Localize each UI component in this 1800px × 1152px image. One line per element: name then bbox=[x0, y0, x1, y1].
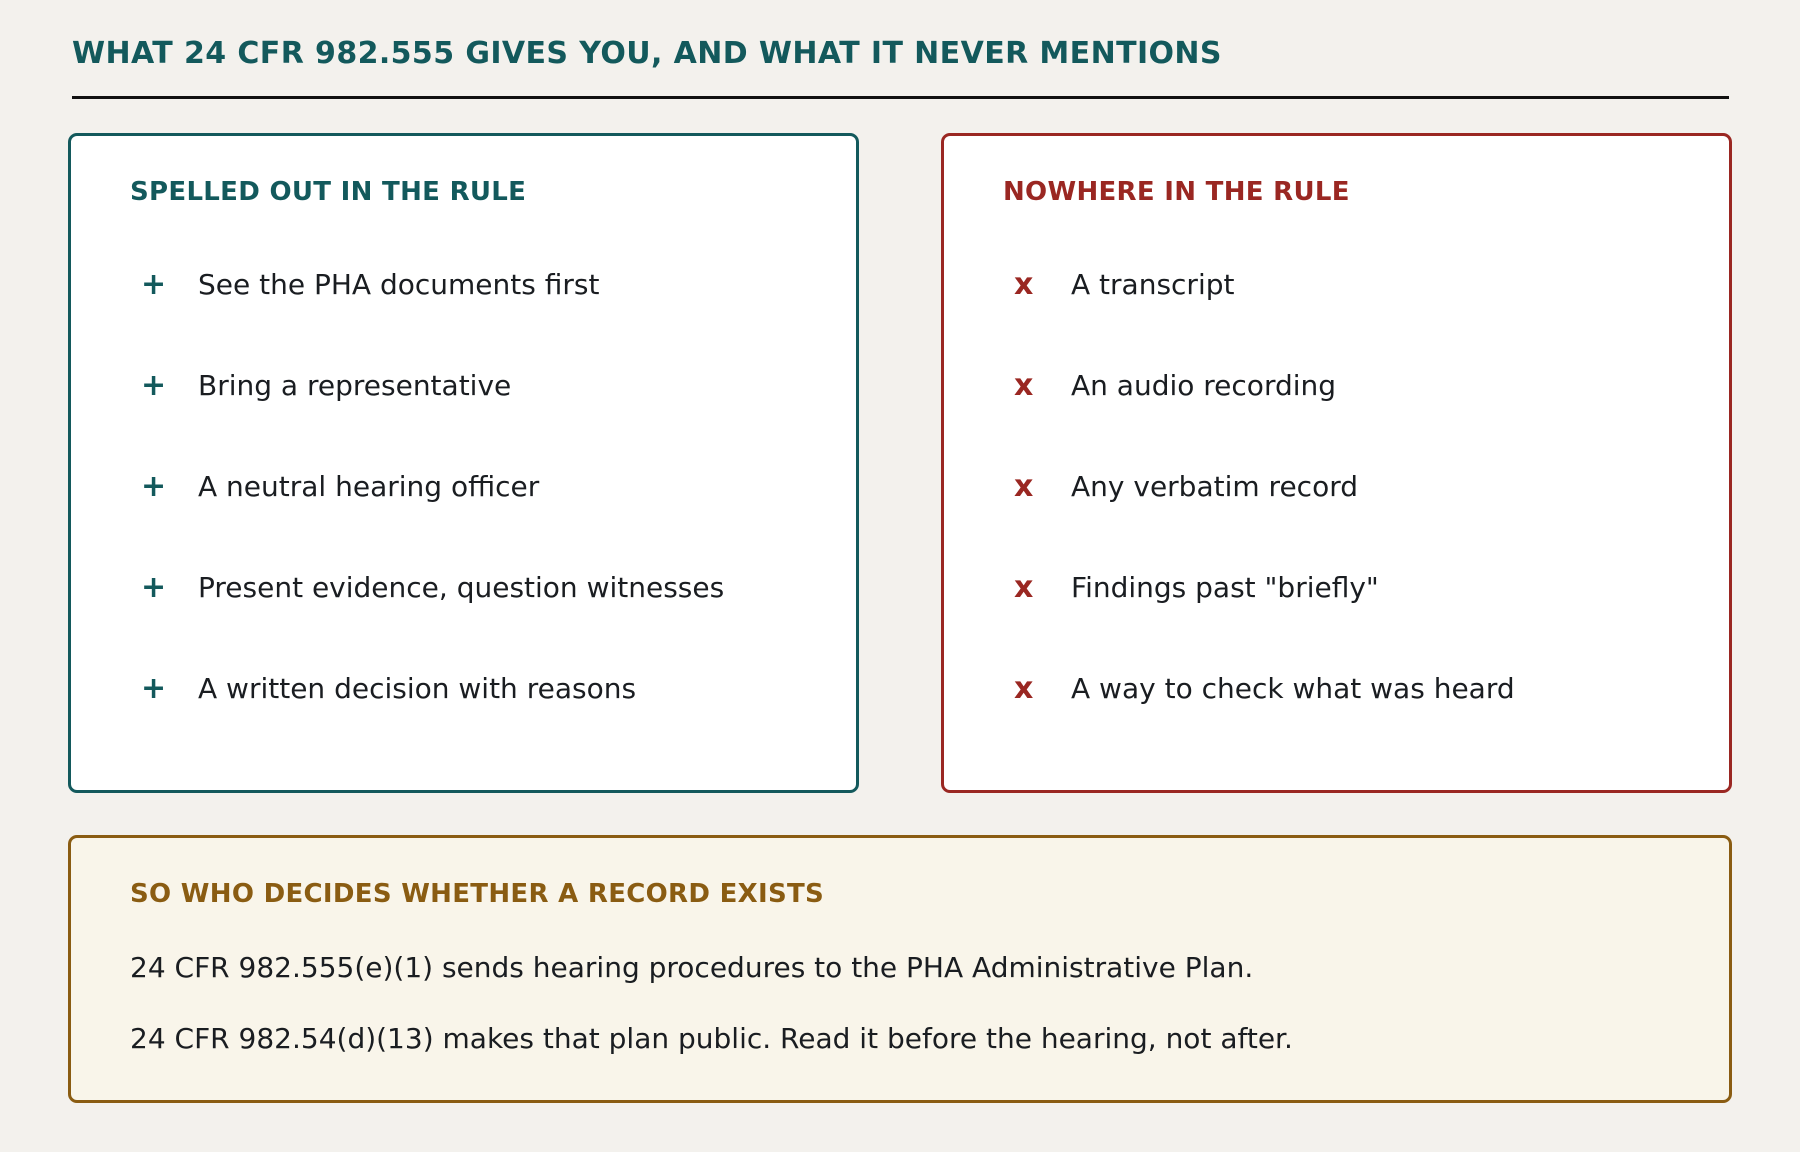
plus-icon: + bbox=[141, 267, 167, 302]
x-icon: x bbox=[1014, 267, 1034, 302]
note-line: 24 CFR 982.555(e)(1) sends hearing procedures to the PHA Administrative Plan. bbox=[130, 951, 1254, 984]
plus-icon: + bbox=[141, 671, 167, 706]
x-icon: x bbox=[1014, 570, 1034, 605]
title-divider bbox=[72, 96, 1729, 99]
note-line: 24 CFR 982.54(d)(13) makes that plan public. Read it before the hearing, not after. bbox=[130, 1022, 1293, 1055]
x-icon: x bbox=[1014, 671, 1034, 706]
missing-item bbox=[1003, 638, 1515, 739]
note-heading: SO WHO DECIDES WHETHER A RECORD EXISTS bbox=[130, 879, 825, 909]
missing-item-text: A transcript bbox=[1071, 268, 1235, 301]
missing-item-text: An audio recording bbox=[1071, 369, 1337, 402]
missing-item bbox=[1003, 436, 1515, 537]
missing-item-text: Any verbatim record bbox=[1071, 470, 1358, 503]
missing-heading: NOWHERE IN THE RULE bbox=[1003, 177, 1350, 207]
x-icon: x bbox=[1014, 368, 1034, 403]
included-item-text: Bring a representative bbox=[198, 369, 512, 402]
missing-item-text: A way to check what was heard bbox=[1071, 672, 1515, 705]
included-item-text: A neutral hearing officer bbox=[198, 470, 540, 503]
missing-item bbox=[1003, 537, 1515, 638]
missing-item bbox=[1003, 335, 1515, 436]
included-item bbox=[130, 234, 724, 335]
included-heading: SPELLED OUT IN THE RULE bbox=[130, 177, 527, 207]
included-item-text: See the PHA documents first bbox=[198, 268, 600, 301]
included-item bbox=[130, 638, 724, 739]
x-icon: x bbox=[1014, 469, 1034, 504]
included-item-text: A written decision with reasons bbox=[198, 672, 637, 705]
missing-panel bbox=[941, 133, 1732, 793]
missing-list bbox=[1003, 234, 1515, 739]
plus-icon: + bbox=[141, 368, 167, 403]
record-note-panel bbox=[68, 835, 1732, 1103]
plus-icon: + bbox=[141, 469, 167, 504]
included-item bbox=[130, 537, 724, 638]
plus-icon: + bbox=[141, 570, 167, 605]
missing-item bbox=[1003, 234, 1515, 335]
included-panel bbox=[68, 133, 859, 793]
included-item bbox=[130, 436, 724, 537]
page-title: WHAT 24 CFR 982.555 GIVES YOU, AND WHAT IT NEVER MENTIONS bbox=[72, 36, 1222, 71]
included-list bbox=[130, 234, 724, 739]
included-item-text: Present evidence, question witnesses bbox=[198, 571, 725, 604]
included-item bbox=[130, 335, 724, 436]
missing-item-text: Findings past "briefly" bbox=[1071, 571, 1379, 604]
